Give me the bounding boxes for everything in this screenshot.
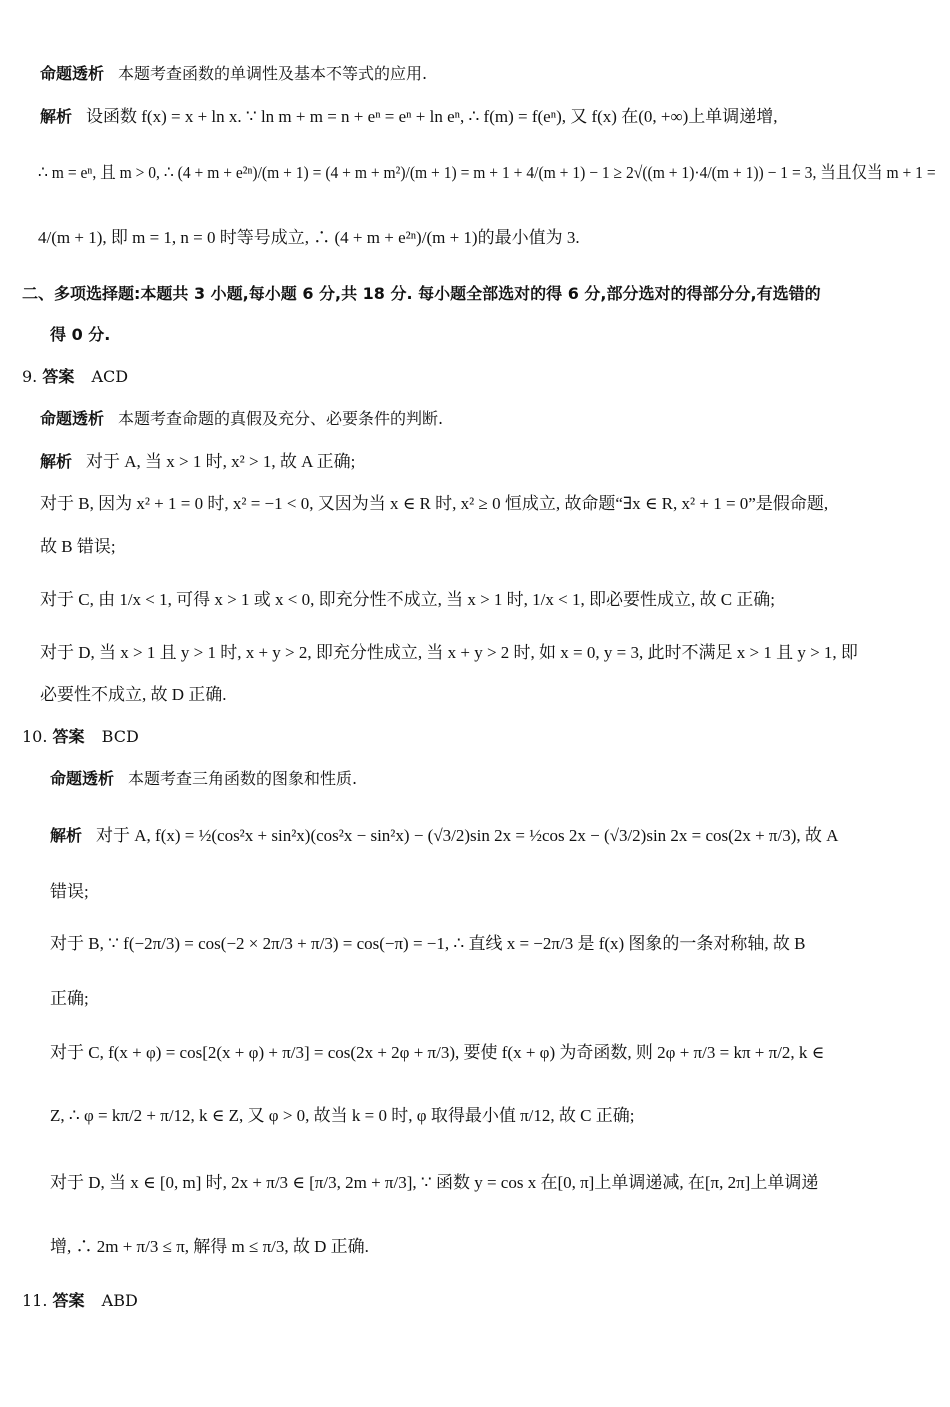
q9-solution-line-4: [40, 590, 775, 610]
q11-answer-label: 答案: [52, 1291, 85, 1310]
q9-intent-label: 命题透析: [40, 409, 105, 428]
q9-answer-line: [22, 367, 128, 387]
q10-solution-line-8: [50, 1237, 369, 1257]
q9-solution-text-4: 对于 C, 由 1/x < 1, 可得 x > 1 或 x < 0, 即充分性不成立, 当 x > 1 时, 1/x < 1, 即必要性成立, 故 C 正确;: [40, 590, 776, 609]
q10-answer-line: [22, 727, 139, 747]
q9-intent-text: 本题考查命题的真假及充分、必要条件的判断.: [118, 409, 444, 428]
q10-solution-text-7: 对于 D, 当 x ∈ [0, m] 时, 2x + π/3 ∈ [π/3, 2m + π/3], ∵ 函数 y = cos x 在[0, π]上单调递减, 在[π, 2π]上单调递: [50, 1173, 819, 1192]
q9-answer-value: ACD: [91, 367, 129, 386]
q9-solution-text-1: 对于 A, 当 x > 1 时, x² > 1, 故 A 正确;: [86, 452, 356, 471]
q10-solution-text-4: 正确;: [50, 989, 89, 1008]
q10-intent-label: 命题透析: [50, 769, 115, 788]
q10-solution-line-3: [50, 934, 806, 954]
q10-solution-line-6: [50, 1106, 634, 1126]
section-2-heading-cont-text: 得 0 分.: [50, 325, 111, 344]
q9-intent-line: [40, 409, 443, 429]
q9-solution-text-5: 对于 D, 当 x > 1 且 y > 1 时, x + y > 2, 即充分性成立, 当 x + y > 2 时, 如 x = 0, y = 3, 此时不满足 x > 1 且 y > 1, 即: [40, 643, 858, 662]
q11-answer-value: ABD: [101, 1291, 138, 1310]
q11-number: 11.: [22, 1291, 48, 1310]
q10-solution-line-7: [50, 1173, 818, 1193]
q9-solution-label: 解析: [40, 452, 73, 471]
q9-answer-label: 答案: [42, 367, 75, 386]
q10-number: 10.: [22, 727, 48, 746]
q10-solution-line-5: [50, 1043, 824, 1063]
q10-solution-line-4: [50, 989, 89, 1009]
q10-solution-text-3: 对于 B, ∵ f(−2π/3) = cos(−2 × 2π/3 + π/3) = cos(−π) = −1, ∴ 直线 x = −2π/3 是 f(x) 图象的一条对称轴, 故 B: [50, 934, 806, 953]
q8-solution-text-3: 4/(m + 1), 即 m = 1, n = 0 时等号成立, ∴ (4 + m + e²ⁿ)/(m + 1)的最小值为 3.: [38, 228, 580, 247]
q8-solution-line-3: [38, 228, 580, 248]
q10-solution-line-1: [50, 826, 838, 846]
section-2-heading: [22, 284, 821, 304]
q10-answer-label: 答案: [52, 727, 85, 746]
q9-solution-text-2: 对于 B, 因为 x² + 1 = 0 时, x² = −1 < 0, 又因为当 x ∈ R 时, x² ≥ 0 恒成立, 故命题“∃x ∈ R, x² + 1 = 0”是假命题,: [40, 494, 829, 513]
q10-intent-line: [50, 769, 357, 789]
q9-solution-line-5: [40, 643, 858, 663]
q10-solution-line-2: [50, 882, 89, 902]
q9-solution-text-6: 必要性不成立, 故 D 正确.: [40, 685, 227, 704]
q10-solution-text-2: 错误;: [50, 882, 89, 901]
q9-solution-text-3: 故 B 错误;: [40, 537, 116, 556]
q8-intent-line: [40, 64, 427, 84]
q9-number: 9.: [22, 367, 38, 386]
q10-solution-label: 解析: [50, 826, 83, 845]
q10-solution-text-6: Z, ∴ φ = kπ/2 + π/12, k ∈ Z, 又 φ > 0, 故当 k = 0 时, φ 取得最小值 π/12, 故 C 正确;: [50, 1106, 635, 1125]
q9-solution-line-6: [40, 685, 227, 705]
q8-solution-label: 解析: [40, 107, 73, 126]
q8-intent-label: 命题透析: [40, 64, 105, 83]
q10-solution-text-8: 增, ∴ 2m + π/3 ≤ π, 解得 m ≤ π/3, 故 D 正确.: [50, 1237, 369, 1256]
q8-solution-text-1: 设函数 f(x) = x + ln x. ∵ ln m + m = n + eⁿ = eⁿ + ln eⁿ, ∴ f(m) = f(eⁿ), 又 f(x) 在(0, +∞)上单调递增,: [86, 107, 778, 126]
q9-solution-line-2: [40, 494, 828, 514]
q10-solution-text-5: 对于 C, f(x + φ) = cos[2(x + φ) + π/3] = cos(2x + 2φ + π/3), 要使 f(x + φ) 为奇函数, 则 2φ + π/3 = kπ + π/2, k ∈: [50, 1043, 825, 1062]
q11-answer-line: [22, 1291, 138, 1311]
q8-intent-text: 本题考查函数的单调性及基本不等式的应用.: [118, 64, 428, 83]
q9-solution-line-3: [40, 537, 116, 557]
q10-intent-text: 本题考查三角函数的图象和性质.: [128, 769, 358, 788]
q10-solution-text-1: 对于 A, f(x) = ½(cos²x + sin²x)(cos²x − sin²x) − (√3/2)sin 2x = ½cos 2x − (√3/2)sin 2x = cos(2x + π/3), 故 A: [96, 826, 839, 845]
q10-answer-value: BCD: [101, 727, 139, 746]
q8-solution-text-2: ∴ m = eⁿ, 且 m > 0, ∴ (4 + m + e²ⁿ)/(m + 1) = (4 + m + m²)/(m + 1) = m + 1 + 4/(m + 1) − 1 ≥ 2√((m + 1)·4/(m + 1)) − 1 = 3, 当且仅当 m + 1 =: [38, 163, 936, 182]
q8-solution-line-2: [38, 163, 936, 183]
q8-solution-line-1: [40, 107, 778, 127]
section-2-heading-text: 二、多项选择题:本题共 3 小题,每小题 6 分,共 18 分. 每小题全部选对的得 6 分,部分选对的得部分分,有选错的: [22, 284, 821, 303]
q9-solution-line-1: [40, 452, 355, 472]
section-2-heading-cont: [50, 325, 110, 345]
